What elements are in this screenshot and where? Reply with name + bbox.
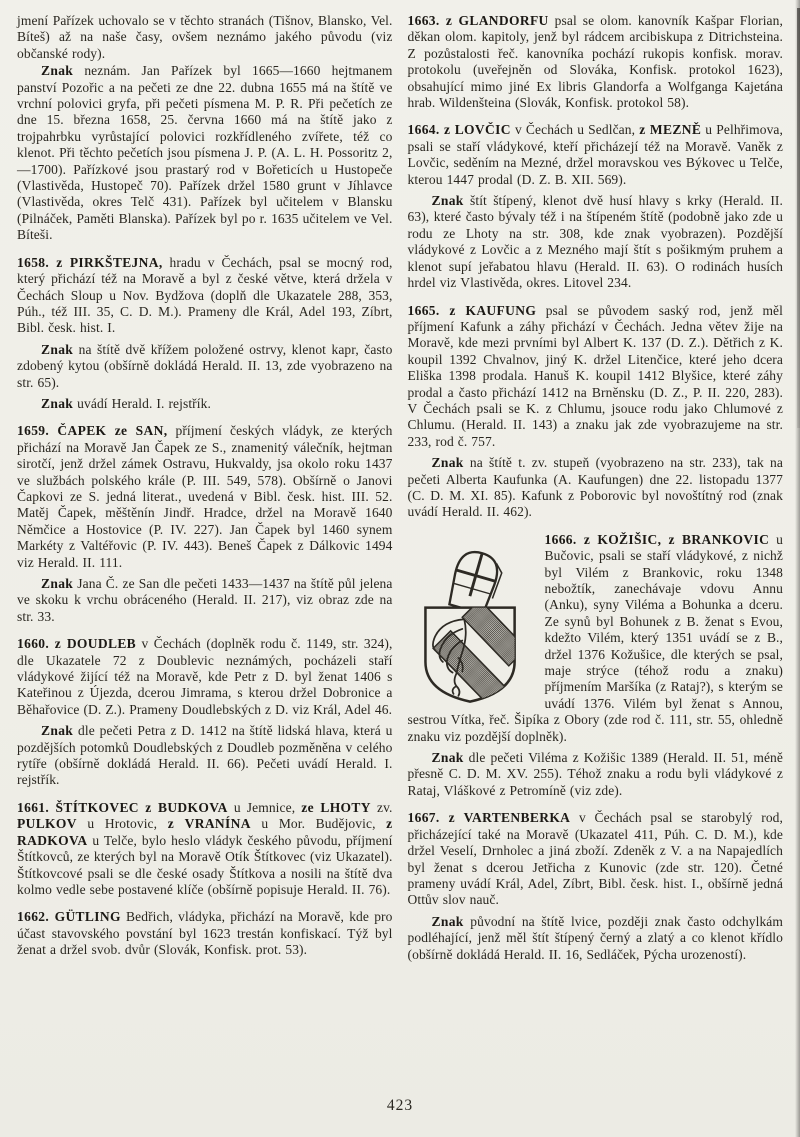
parizek-znak-paragraph: [17, 63, 393, 243]
bold-lead-text: 1663. z GLANDORFU: [407, 13, 549, 28]
entry-1667-vartenberka: [408, 810, 784, 908]
bold-lead-text: ze LHOTY: [301, 799, 371, 815]
bold-lead-text: Znak: [41, 63, 74, 79]
bold-lead-text: 1666. z KOŽIŠIC, z BRANKOVIC: [544, 531, 770, 547]
znak-1667: [408, 914, 784, 963]
body-text: na štítě dvě křížem položené ostrvy, klenot kapr, často zdobený kytou (obšírně dokládá Herald. II. 13, zde vyobrazeno na str. 65).: [17, 341, 393, 390]
body-text: příjmení českých vládyk, ze kterých přichází na Moravě Jan Čapek ze S., znamenitý válečník, hejtman sirotčí, jenž držel zámek Ostravu, Hukvaldy, jsa okolo roku 1437 ve službách polského krále (P. III. 549, 578). Obšírně o Janovi Čapkovi ze S. jedná literat., uvedená v Bibl. česk. hist. III. 52. Matěj Čapek, měštěnín Jindř. Hradce, držel na Moravě 1640 Němčice a Hostovice (P. IV. 227). Jan Čapek byl 1460 synem Markéty z Valtéřovic (P. IV. 443). Beneš Čapek z Dálkovic 1494 viz Herald. II. 111.: [17, 423, 393, 570]
bold-lead-text: Znak: [431, 455, 464, 471]
entry-1660-doudleb: [17, 636, 393, 718]
bold-lead-text: Znak: [41, 723, 74, 739]
body-text: u Telče, bylo heslo vládyk českého původu, příjmení Štítkovců, ze kterých byl na Moravě Otík Štítkovec (viz Ukazatel). Štítkovcové psali se dle české osady Štítkova a nosili na štítě dva kolmo vedle sebe postavené klíče (obšírně popisuje Herald. II. 76).: [17, 832, 393, 897]
bold-lead-text: 1667. z VARTENBERKA: [407, 810, 571, 826]
body-text: u Bučovic, psali se staří vládykové, z nichž byl Vilém z Brankovic, roku 1348 nebožtík, zanechávaje vdovu Annu (Anku), syny Viléma a Bohunka a dceru. Ze synů byl Bohunek z B. ženat s Evou, kdežto Vilém, který 1351 uvádí se z B., držel 1376 Kožušice, dle kterých se psal, maje strýce (téhož rodu a znaku) příjmením Maršíka (z Rataj?), s kterým se uvádí 1376. Vilém byl ženat s Annou, sestrou Vítka, řeč. Šipíka z Obory (zde rod č. 111, str. 55, ohledně znaku viz pozdější doplněk).: [407, 531, 784, 744]
helm-icon: [446, 549, 505, 616]
body-text: psal se původem saský rod, jenž měl příjmení Kafunk a záhy přichází v Čechách. Jedna větev žije na Moravě, kde mezi prvními byl Albert K. 137 (D. Z.). Dětřich z K. koupil 1392 Chvalnov, jiný K. držel Litenčice, které jeho dcera Eliška 1398 prodala. Hanuš K. koupil 1412 Blyšice, které záhy prodal a často přichází 1412 na Brněnsku (D. Z., P. II. 220, 283). V Čechách psali se K. z Chlumu, jsouce rodu jako Chlumové z Chlumu. (Herald. II. 143) a znaku jak zde vyobrazujeme na str. 233, rod č. 757.: [407, 302, 783, 449]
znak-1665: [408, 455, 784, 521]
bold-lead-text: 1665. z KAUFUNG: [407, 302, 537, 318]
body-text: u Mor. Budějovic,: [250, 816, 387, 832]
bold-lead-text: Znak: [431, 913, 464, 929]
parizek-continuation-paragraph: [17, 13, 393, 62]
bold-lead-text: 1660. z DOUDLEB: [17, 636, 137, 652]
bold-lead-text: Znak: [431, 193, 464, 209]
bold-lead-text: 1658. z PIRKŠTEJNA,: [17, 254, 163, 270]
body-text: dle pečeti Viléma z Kožišic 1389 (Herald. II. 51, méně přesně C. D. M. XV. 255). Téhož znaku a rodu byli vládykové z Rataj, Vláškové z Petromíně (viz zde).: [407, 750, 783, 798]
entry-1659-capek-ze-san: [17, 423, 393, 571]
bold-lead-text: PULKOV: [17, 816, 77, 832]
znak-1659: [17, 576, 393, 625]
body-text: u Hrotovic,: [76, 816, 168, 832]
body-text: původní na štítě lvice, později znak často odchylkám podléhající, jenž měl štít štípený černý a zlatý a co klenot křídlo (obšírně dokládá Herald. II. 16, Sedláček, Pýcha urozeností).: [407, 913, 783, 962]
body-text: uvádí Herald. I. rejstřík.: [73, 395, 211, 411]
body-text: Jana Č. ze San dle pečeti 1433—1437 na štítě půl jelena ve skoku k vrchu obráceného (Herald. II. 217), viz obraz zde na str. 33.: [17, 576, 393, 624]
bold-lead-text: z VRANÍNA: [167, 816, 251, 832]
shield-icon: [425, 600, 526, 705]
znak-1664: [408, 193, 784, 291]
znak-1658-b: [17, 396, 393, 412]
body-text: na štítě t. zv. stupeň (vyobrazeno na str. 233), tak na pečeti Alberta Kaufunka (A. Kaufungen) dne 22. listopadu 1377 (C. D. M. XI. 85). Kafunk z Poborovic byl novoštítný rod (znak uvádí Herald. II. 462).: [407, 455, 783, 520]
page-number: 423: [386, 1097, 414, 1114]
bold-lead-text: 1661. ŠTÍTKOVEC z BUDKOVA: [17, 799, 228, 815]
body-text: jmení Pařízek uchovalo se v těchto stranách (Tišnov, Blansko, Vel. Bíteš) až na naše časy, ovšem neznámo jakého původu (viz občanské rody).: [17, 13, 393, 61]
bold-lead-text: z RADKOVA: [17, 816, 393, 848]
znak-1660: [17, 723, 393, 789]
body-text: hradu v Čechách, psal se mocný rod, který přichází též na Moravě a byl z české větve, která držela v Čechách Sloup u Nov. Bydžova (doplň dle Ukazatele 288, 353, Púh., též III. 35, C. D. M.). Prameny dle Král, Adel 193, Zíbrt, Bibl. česk. hist. I.: [17, 254, 393, 336]
bold-lead-text: Znak: [41, 576, 74, 591]
entry-1661-stitkovec: [17, 800, 393, 898]
znak-1666: [408, 750, 784, 799]
bold-lead-text: Znak: [41, 395, 74, 411]
bold-lead-text: 1664. z LOVČIC: [407, 122, 511, 138]
body-text: v Čechách (doplněk rodu č. 1149, str. 324), dle Ukazatele 72 z Doublevic neznámých, pocházeli staří vládykové žijící též na Moravě, kde Petr z D. byl ženat 1406 s Kateřinou z Újezda, dcerou Jimrama, s kterou držel Dobronice a Běhařovice (D. Z.). Prameny Doudlebských z D. viz Král, Adel 46.: [17, 636, 393, 717]
body-text: zv.: [370, 799, 393, 815]
bold-lead-text: Znak: [431, 750, 464, 766]
entry-1662-gutling: [17, 909, 393, 958]
text-column-right: [408, 13, 784, 963]
body-text: dle pečeti Petra z D. 1412 na štítě lidská hlava, která u pozdějších potomků Doudlebských z Doudleb pozměněna v celého rytíře (obšírně dokládá Herald. II. 66). Pečeti uvádí Herald. I. rejstřík.: [17, 723, 393, 788]
bold-lead-text: Znak: [41, 341, 74, 357]
text-column-left: [17, 13, 393, 963]
entry-1665-kaufung: [408, 303, 784, 451]
body-text: u Jemnice,: [227, 799, 302, 815]
coat-of-arms-kozisic: [408, 549, 534, 705]
body-text: u Pelhřimova, psali se staří vládykové, kteří přicházejí též na Moravě. Vaněk z Lovčic, seděním na Mezné, držel moravskou ves Býkovec u Telče, kterou 1447 prodal (D. Z. B. XII. 569).: [407, 122, 783, 187]
entry-1664-lovcic: [408, 122, 784, 188]
bold-lead-text: z MEZNĚ: [639, 122, 702, 138]
bold-lead-text: 1659. ČAPEK ze SAN,: [17, 423, 168, 439]
body-text: v Čechách psal se starobylý rod, přicházející také na Moravě (Ukazatel 411, Púh. C. D. M.), kde držel Veselí, Drnholec a jiná zboží. Zdeněk z V. a na Napajedlích byl ženat s dcerou Jetřicha z Kunovic (zde str. 120). Četné prameny uvádí Král, Adel, Zíbrt, Bibl. česk. hist. I., obšírně jedná Ottův slov nauč.: [407, 810, 783, 908]
entry-1663-glandorfu: [408, 13, 784, 111]
body-text: psal se olom. kanovník Kašpar Florian, děkan olom. kapitoly, jenž byl rádcem arcibiskupa z Ditrichsteina. Z pozůstalosti řeč. kanovníka pochází rukopis konfisk. morav. protokolu (uveřejněn od Slováka, Konfisk. protokol 1623), obsahující mimo jiné Ex libris Glandorfa a Wolfganga Kajetána hrab. Wildenšteina (Slovák, Konfisk. protokol 58).: [407, 13, 783, 111]
znak-1658-a: [17, 342, 393, 391]
bold-lead-text: 1662. GÜTLING: [17, 909, 121, 925]
body-text: neznám. Jan Pařízek byl 1665—1660 hejtmanem panství Pozořic a na pečeti ze dne 22. dubna 1655 má na štítě ve vrchní polovici gryfa, při pečeti písmena M. P. R. Při pečetích ze dne 15. března 1658, 25. června 1660 má na štítě jako z trojpahrbku vyrůstající polovici rozkřídleného zvířete, též co klenot. Při těchto pečetích jsou písmena J. P. (A. L. H. Possoritz 2, —1700). Pařízkové jsou prastarý rod v Bořeticích u Hustopeče (Vlastivěda, Hustopeč 70). Pařízek držel 1580 grunt v Jíhlavce (Vlastivěda, okres Telč 431). Pařízek byl učitelem v Blansku (Pilnáček, Paměti Blanska). Pařízek byl po r. 1635 učitelem ve Vel. Bíteši.: [17, 63, 393, 243]
entry-1658-pirkstejna: [17, 255, 393, 337]
body-text: v Čechách u Sedlčan,: [510, 122, 640, 138]
body-text: Bedřich, vládyka, přichází na Moravě, kde pro účast stavovského povstání byl 1623 trestán konfiskací. Týž byl ženat a držel svob. dvůr (Slovák, Konfisk. prot. 53).: [17, 909, 393, 958]
entry-1666-kozisic: [408, 532, 784, 745]
body-text: štít štípený, klenot dvě husí hlavy s krky (Herald. II. 63), které často bývaly též i na štípeném štítě (podobně jako zde u rodu ze Lhoty na str. 308, kde znak vyobrazen). Pozdější vládykové z Lovčic a z Mezného mají štít s pošikmým pruhem a klenot supí jeřabatou hlavu (Herald. II. 63). O rodinách husích hrdel viz Vlastivěda, okres. Litovel 234.: [407, 193, 783, 291]
